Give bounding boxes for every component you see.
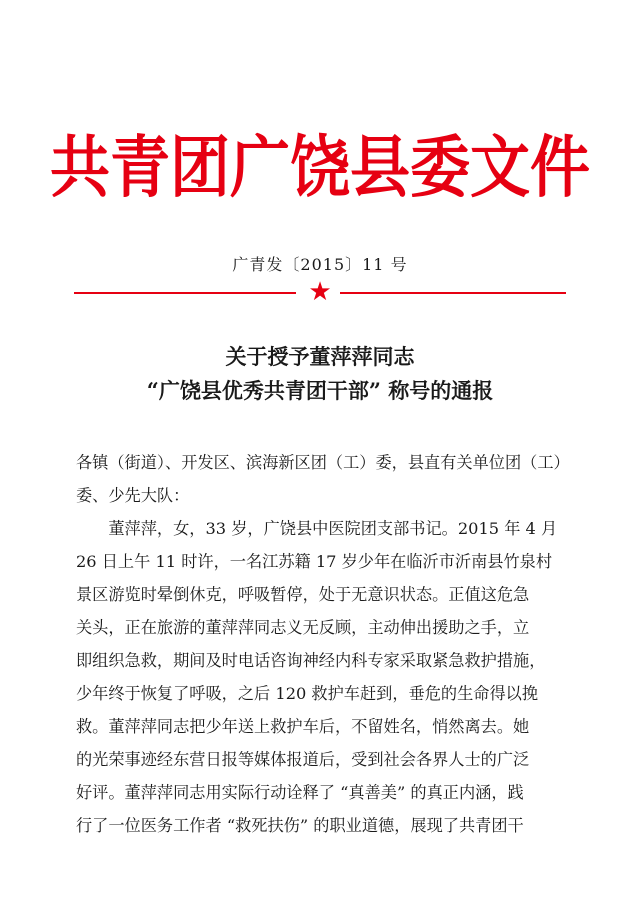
- body-line: 的光荣事迹经东营日报等媒体报道后，受到社会各界人士的广泛: [76, 750, 530, 769]
- body-line: 救。董萍萍同志把少年送上救护车后，不留姓名，悄然离去。她: [76, 717, 530, 736]
- body-line: 少年终于恢复了呼吸，之后 120 救护车赶到，垂危的生命得以挽: [76, 684, 539, 703]
- body-line: 即组织急救，期间及时电话咨询神经内科专家采取紧急救护措施，: [76, 651, 546, 670]
- body-line: 行了一位医务工作者 “救死扶伤” 的职业道德，展现了共青团干: [76, 816, 524, 835]
- body-line: 关头，正在旅游的董萍萍同志义无反顾，主动伸出援助之手，立: [76, 618, 530, 637]
- body-line: 董萍萍，女，33 岁，广饶县中医院团支部书记。2015 年 4 月: [76, 519, 558, 538]
- red-divider: [74, 277, 566, 307]
- star-icon: ★: [308, 277, 332, 307]
- document-masthead: 共青团广饶县委文件: [50, 128, 590, 208]
- body-line: 景区游览时晕倒休克，呼吸暂停，处于无意识状态。正值这危急: [76, 585, 530, 604]
- document-title-line-2: “广饶县优秀共青团干部” 称号的通报: [146, 378, 494, 403]
- body-line: 26 日上午 11 时许，一名江苏籍 17 岁少年在临沂市沂南县竹泉村: [76, 552, 553, 571]
- document-title-line-1: 关于授予董萍萍同志: [225, 344, 415, 369]
- body-line: 委、少先大队：: [76, 486, 190, 505]
- divider-line-left: [74, 292, 296, 294]
- body-line: 各镇（街道）、开发区、滨海新区团（工）委，县直有关单位团（工）: [76, 453, 570, 472]
- divider-line-right: [340, 292, 566, 294]
- document-number: 广青发〔2015〕11 号: [232, 255, 408, 274]
- body-line: 好评。董萍萍同志用实际行动诠释了 “真善美” 的真正内涵，践: [76, 783, 524, 802]
